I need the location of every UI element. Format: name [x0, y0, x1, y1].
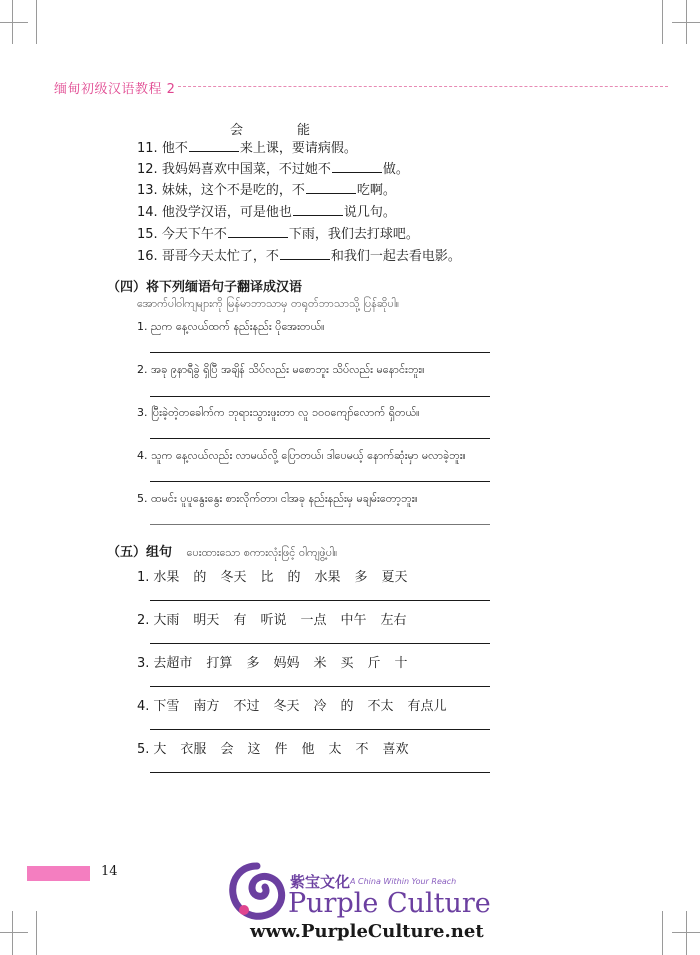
- sentence-building-question: 5. 大 衣服 会 这 件 他 太 不 喜欢: [137, 742, 409, 757]
- section-heading: （五）组句 ပေးထားသော စကားလုံးဖြင့် ဝါကျဖွဲ့ပါ။: [107, 545, 338, 560]
- word-bank-item: 能: [297, 123, 311, 138]
- answer-blank[interactable]: [280, 246, 330, 260]
- fill-blank-question: 16. 哥哥今天太忙了，不 和我们一起去看电影。: [137, 246, 461, 266]
- answer-blank[interactable]: [228, 224, 288, 238]
- translation-question: 2. အခု ၉နာရီခွဲ ရှိပြီ အချိန် သိပ်လည်း မစောဘူး သိပ်လည်း မနောင်းဘူး။: [137, 363, 425, 376]
- translation-question: 4. သူက နေ့လယ်လည်း လာမယ်လို့ ပြောတယ်၊ ဒါပေမယ့် နောက်ဆုံးမှာ မလာခဲ့ဘူး။: [137, 449, 466, 462]
- answer-blank[interactable]: [332, 159, 382, 173]
- answer-line[interactable]: [150, 600, 490, 601]
- logo-english-text: Purple Culture: [288, 888, 491, 919]
- fill-blank-question: 12. 我妈妈喜欢中国菜，不过她不 做。: [137, 159, 409, 179]
- answer-line[interactable]: [150, 772, 490, 773]
- crop-mark: [686, 911, 687, 955]
- section-instruction: အောက်ပါဝါကျများကို မြန်မာဘာသာမှ တရုတ်ဘာသာသို့ ပြန်ဆိုပါ။: [137, 297, 400, 310]
- purple-culture-logo-icon: [228, 862, 286, 922]
- fill-blank-question: 11. 他不 来上课，要请病假。: [137, 138, 357, 158]
- crop-mark: [36, 0, 37, 44]
- word-bank-item: 会: [230, 123, 244, 138]
- sentence-building-question: 4. 下雪 南方 不过 冬天 冷 的 不太 有点儿: [137, 699, 447, 714]
- page-tab-decoration: [27, 866, 90, 881]
- answer-line[interactable]: [150, 686, 490, 687]
- answer-line[interactable]: [150, 352, 490, 353]
- crop-mark: [12, 911, 13, 955]
- header-divider: [178, 86, 668, 87]
- section-heading: （四）将下列缅语句子翻译成汉语: [107, 280, 303, 295]
- answer-line[interactable]: [150, 729, 490, 730]
- answer-blank[interactable]: [306, 180, 356, 194]
- crop-mark: [0, 22, 28, 23]
- sentence-building-question: 1. 水果 的 冬天 比 的 水果 多 夏天: [137, 570, 408, 585]
- answer-line[interactable]: [150, 524, 490, 525]
- logo-chinese-text: 紫宝文化: [290, 873, 351, 891]
- translation-question: 5. ထမင်း ပူပူနွေးနွေး စားလိုက်တာ၊ ငါအခု နည်းနည်းမှ မချမ်းတော့ဘူး။: [137, 492, 418, 505]
- answer-blank[interactable]: [293, 202, 343, 216]
- section-instruction: ပေးထားသော စကားလုံးဖြင့် ဝါကျဖွဲ့ပါ။: [186, 546, 338, 559]
- fill-blank-question: 14. 他没学汉语，可是他也 说几句。: [137, 202, 396, 222]
- fill-blank-question: 13. 妹妹，这个不是吃的，不 吃啊。: [137, 180, 396, 200]
- answer-line[interactable]: [150, 396, 490, 397]
- translation-question: 3. ပြီးခဲ့တဲ့တခေါက်က ဘုရားသွားဖူးတာ လူ ၁၀၀ကျော်လောက် ရှိတယ်။: [137, 406, 420, 419]
- crop-mark: [36, 911, 37, 955]
- fill-blank-question: 15. 今天下午不 下雨，我们去打球吧。: [137, 224, 419, 244]
- sentence-building-question: 3. 去超市 打算 多 妈妈 米 买 斤 十: [137, 656, 408, 671]
- answer-blank[interactable]: [189, 138, 239, 152]
- answer-line[interactable]: [150, 481, 490, 482]
- crop-mark: [672, 932, 700, 933]
- sentence-building-question: 2. 大雨 明天 有 听说 一点 中午 左右: [137, 613, 407, 628]
- book-title: 缅甸初级汉语教程 2: [54, 82, 176, 97]
- crop-mark: [662, 911, 663, 955]
- crop-mark: [0, 932, 28, 933]
- logo-tagline: A China Within Your Reach: [350, 877, 457, 886]
- answer-line[interactable]: [150, 643, 490, 644]
- translation-question: 1. ညက နေ့လယ်ထက် နည်းနည်း ပိုအေးတယ်။: [137, 320, 325, 333]
- page-number: 14: [101, 864, 118, 879]
- crop-mark: [662, 0, 663, 44]
- website-link[interactable]: www.PurpleCulture.net: [250, 921, 484, 942]
- crop-mark: [672, 22, 700, 23]
- answer-line[interactable]: [150, 438, 490, 439]
